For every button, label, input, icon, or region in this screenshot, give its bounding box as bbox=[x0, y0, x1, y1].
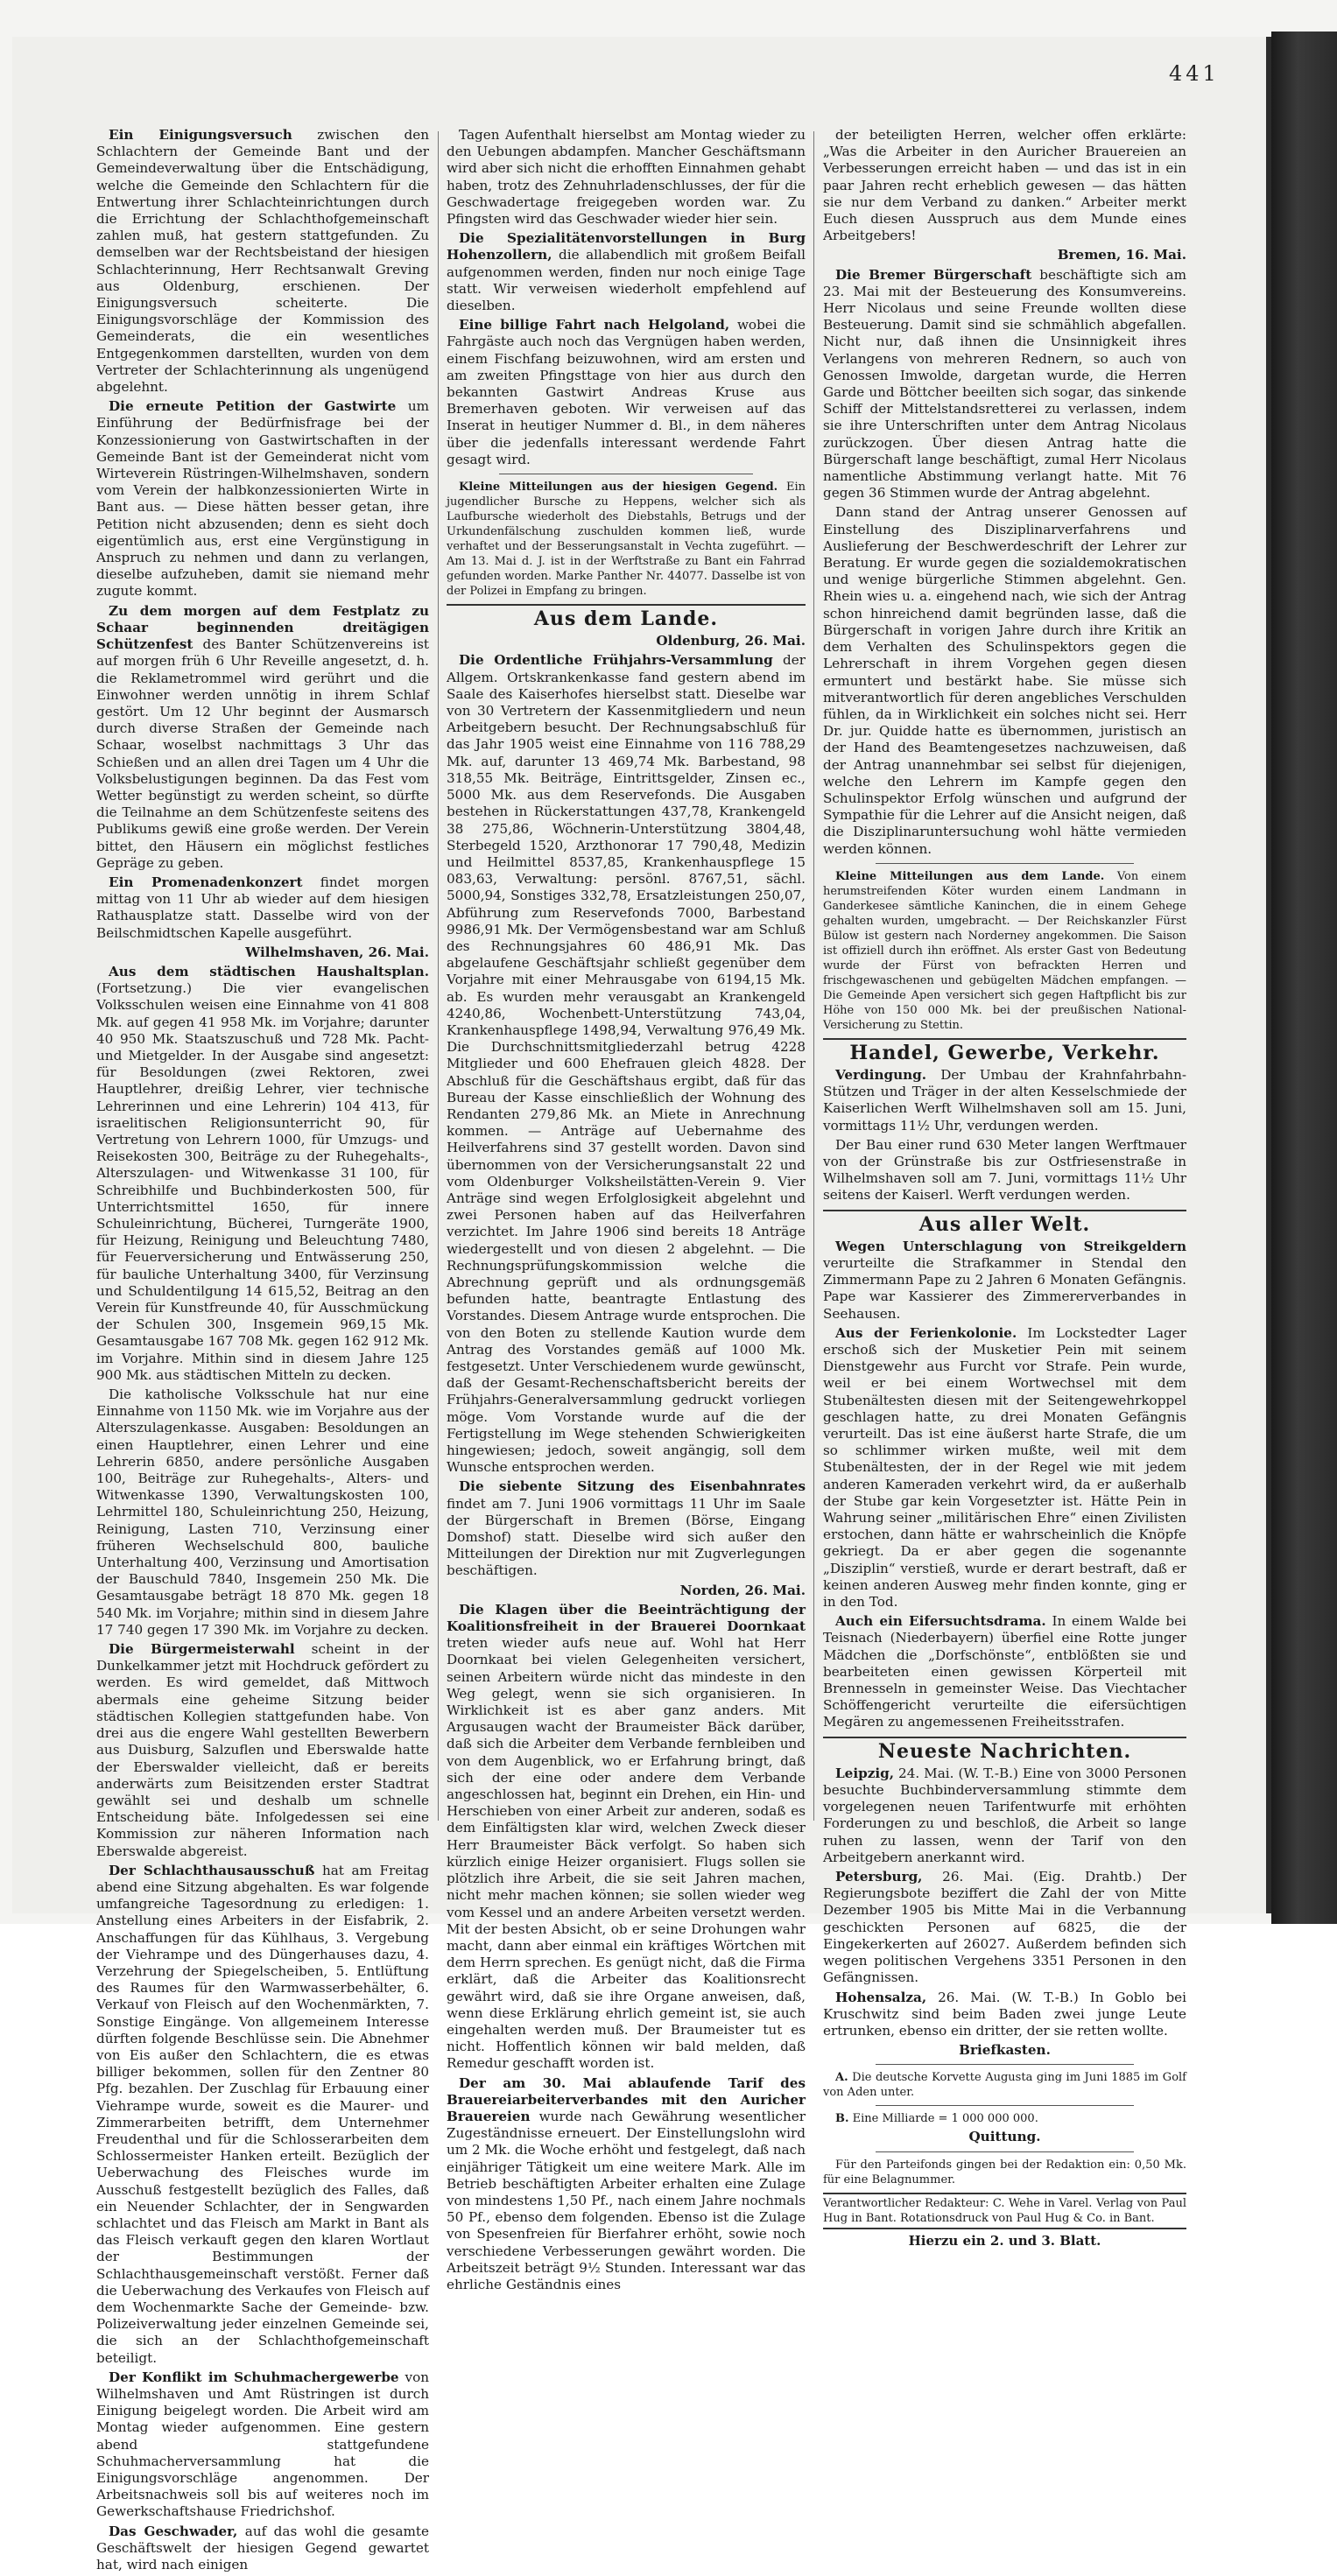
article-text: der beteiligten Herren, welcher offen erklärte: „Was die Arbeiter in den Auricher Brauereien an Verbesserungen erreicht haben — und das ist in ein paar Jahren recht erheblich gewesen — das hätten sie nur dem Verband zu danken.“ Arbeiter merkt Euch diesen Ausspruch aus dem Munde eines Arbeitgebers! bbox=[823, 127, 1186, 244]
column-middle bbox=[447, 127, 806, 2296]
article-text: Tagen Aufenthalt hierselbst am Montag wieder zu den Uebungen abdampfen. Mancher Geschäftsmann wird aber sich nicht die erhofften Einnahmen gehabt haben, trotz des Zehnuhrladenschlusses, der für die Geschwadertage freigegeben worden war. Zu Pfingsten wird das Geschwader wieder hier sein. bbox=[447, 127, 806, 228]
article-text: Der Umbau der Krahnfahrbahn-Stützen und Träger in der alten Kesselschmiede der Kaiserlichen Werft Wilhelmshaven soll am 15. Juni, vormittags 11½ Uhr, verdungen werden. bbox=[823, 1066, 1186, 1134]
article-lead: A. bbox=[835, 2071, 848, 2085]
article-paragraph bbox=[447, 1478, 806, 1579]
article-lead: Das Geschwader, bbox=[109, 2523, 238, 2539]
article-paragraph bbox=[96, 2523, 429, 2574]
article-paragraph bbox=[823, 504, 1186, 857]
article-paragraph bbox=[447, 480, 806, 599]
article-paragraph bbox=[96, 1386, 429, 1639]
article-lead: Ein Promenadenkonzert bbox=[109, 874, 303, 890]
article-lead: Eine billige Fahrt nach Helgoland, bbox=[459, 317, 730, 333]
article-text: hat am Freitag abend eine Sitzung abgehalten. Es war folgende umfangreiche Tagesordnung zu erledigen: 1. Anstellung eines Arbeiters in der Eisfabrik, 2. Anschaffungen für das Kühlhaus, 3. Vergebung der Viehrampe und des Düngerhauses dazu, 4. Verzehrung der Spiegelscheiben, 5. Entlüftung des Raumes für den Warmwasserbehälter, 6. Verkauf von Fleisch auf den Wochenmärkten, 7. Sonstige Eingänge. Von allgemeinem Interesse dürften folgende Beschlüsse sein. Die Abnehmer von Eis außer den Schlachtern, die es etwas billiger bekommen, sollen für den Zentner 80 Pfg. bezahlen. Der Zuschlag für Erbauung einer Viehrampe wurde, soweit es die Maurer- und Zimmerarbeiten betrifft, dem Unternehmer Freudenthal und für die Schlosserarbeiten dem Schlossermeister Hanken erteilt. Bezüglich der Ueberwachung des Fleisches wurde im Ausschuß festgestellt bezüglich des Falles, daß ein Neuender Schlachter, der in Sengwarden schlachtet und das Fleisch am Markt in Bant als das Fleisch verkauft gegen den klaren Wortlaut der Bestimmungen der Schlachthausgemeinschaft verstößt. Ferner daß die Ueberwachung des Verkaufes von Fleisch auf dem Wochenmarkte Sache der Gemeinde- bzw. Polizeiverwaltung jeder einzelnen Gemeinde sei, die sich an der Schlachthofgemeinschaft beteiligt. bbox=[96, 1862, 430, 2366]
article-text: findet am 7. Juni 1906 vormittags 11 Uhr im Saale der Bürgerschaft in Bremen (Börse, Eingang Domshof) statt. Dieselbe wird sich außer den Mitteilungen der Direktion nur mit Zugverlegungen beschäftigen. bbox=[447, 1495, 806, 1579]
article-text: findet morgen mittag von 11 Uhr ab wieder auf dem hiesigen Rathausplatze statt. Dasselbe wird von der Beilschmidtschen Kapelle ausgeführt. bbox=[96, 874, 429, 941]
article-text: die allabendlich mit großem Beifall aufgenommen werden, finden nur noch einige Tage statt. Wir verweisen wiederholt empfehlend auf dieselben. bbox=[447, 247, 806, 314]
article-text: Für den Parteifonds gingen bei der Redaktion ein: 0,50 Mk. für eine Belagnummer. bbox=[823, 2158, 1186, 2186]
article-paragraph bbox=[96, 398, 429, 600]
article-paragraph bbox=[823, 1613, 1186, 1730]
article-lead: Die Bremer Bürgerschaft bbox=[835, 266, 1032, 283]
article-paragraph bbox=[823, 2070, 1186, 2100]
article-text: 24. Mai. (W. T.-B.) Eine von 3000 Personen besuchte Buchbinderversammlung stimmte dem vorgelegenen neuen Tarifentwurfe mit erhöhten Forderungen zu und beschloß, die Arbeit so lange ruhen zu lassen, wenn der Tarif von den Arbeitgebern anerkannt wird. bbox=[823, 1765, 1187, 1865]
article-paragraph bbox=[96, 1641, 429, 1860]
article-text: des Banter Schützenvereins ist auf morgen früh 6 Uhr Reveille angesetzt, d. h. die Reklametrommel wird gerührt und die Einwohner werden unnötig in ihrem Schlaf gestört. Um 12 Uhr beginnt der Ausmarsch durch diverse Straßen der Gemeinde nach Schaar, woselbst nachmittags 3 Uhr das Schießen und an allen drei Tagen um 4 Uhr die Volksbelustigungen beginnen. Da das Fest vom Wetter begünstigt zu werden scheint, so dürfte die Teilnahme an dem Schützenfeste seitens des Publikums gewiß eine große werden. Der Verein bittet, den Häusern ein möglichst festliches Gepräge zu geben. bbox=[96, 636, 430, 871]
article-paragraph bbox=[447, 1602, 806, 2073]
dateline: Bremen, 16. Mai. bbox=[1057, 247, 1186, 263]
box-heading: Briefkasten. bbox=[959, 2042, 1051, 2059]
article-lead: Wegen Unterschlagung von Streikgeldern bbox=[835, 1238, 1186, 1254]
article-text: Die deutsche Korvette Augusta ging im Juni 1885 im Golf von Aden unter. bbox=[823, 2071, 1186, 2100]
article-paragraph bbox=[823, 1765, 1186, 1866]
article-lead: Der am 30. Mai ablaufende Tarif des Brauereiarbeiterverbandes mit den Auricher Brauereien bbox=[447, 2074, 806, 2124]
article-text: wobei die Fahrgäste auch noch das Vergnügen haben werden, einem Fischfang beizuwohnen, wird am ersten und am zweiten Pfingsttage von hier aus durch den bekannten Gastwirt Andreas Kruse aus Bremerhaven geboten. Wir verweisen auf das Inserat in heutiger Nummer d. Bl., in dem näheres über die jedenfalls interessant werdende Fahrt gesagt wird. bbox=[447, 317, 806, 467]
article-text: wurde nach Gewährung wesentlicher Zugeständnisse erneuert. Der Einstellungslohn wird um 2 Mk. die Woche erhöht und festgelegt, daß nach einjähriger Tätigkeit um eine weitere Mark. Alle im Betrieb beschäftigten Arbeiter erhalten eine Zulage von mindestens 1,50 Pf., nach einem Jahre nochmals 50 Pf., ebenso dem folgenden. Ebenso ist die Zulage von Spesenfreien für Bierfahrer erhöht, sowie noch verschiedene Verbesserungen gewährt worden. Die Arbeitszeit beträgt 9½ Stunden. Interessant war das ehrliche Geständnis eines bbox=[447, 2108, 806, 2292]
rule bbox=[876, 863, 1134, 864]
page-number: 441 bbox=[1169, 61, 1220, 86]
section-heading: Aus aller Welt. bbox=[918, 1212, 1091, 1236]
article-text: der Allgem. Ortskrankenkasse fand gestern abend im Saale des Kaiserhofes hierselbst statt. Dieselbe war von 30 Vertretern der Kassenmitgliedern und neun Arbeitgebern besucht. Der Rechnungsabschluß für das Jahr 1905 weist eine Einnahme von 116 788,29 Mk. auf, darunter 13 469,74 Mk. Barbestand, 98 318,55 Mk. Beiträge, Eintrittsgelder, Zinsen ec., 5000 Mk. aus dem Reservefonds. Die Ausgaben bestehen in Rückerstattungen 437,78, Krankengeld 38 275,86, Wöchnerin-Unterstützung 3804,48, Sterbegeld 1520, Arzthonorar 17 790,48, Medizin und Heilmittel 8537,85, Krankenhauspflege 15 083,63, Verwaltung: persönl. 8767,51, sächl. 5000,94, Sonstiges 332,78, Ersatzleistungen 250,07, Abführung zum Reservefonds 7000, Barbestand 9986,91 Mk. Der Vermögensbestand war am Schluß des Rechnungsjahres 60 486,91 Mk. Das abgelaufene Geschäftsjahr schließt gegenüber dem Vorjahre mit einer Mehrausgabe von 6194,15 Mk. ab. Es wurden mehr verausgabt an Krankengeld 4240,86, Wochenbett-Unterstützung 743,04, Krankenhauspflege 1498,94, Verwaltung 976,49 Mk. Die Durchschnittsmitgliederzahl betrug 4228 Mitglieder und 600 Ehefrauen gleich 4828. Der Abschluß für die Geschäftshaus ergibt, daß für das Bureau der Kasse einschließlich der Wohnung des Rendanten 279,86 Mk. an Miete in Anrechnung kommen. — Anträge auf Uebernahme des Heilverfahrens sind 37 gestellt worden. Davon sind übernommen von der Versicherungsanstalt 22 und vom Oldenburger Volksheilstätten-Verein 9. Vier Anträge sind wegen Erfolglosigkeit abgelehnt und zwei Personen haben auf das Heilverfahren verzichtet. Im Jahre 1906 sind bereits 18 Anträge wiedergestellt und von diesen 2 abgelehnt. — Die Rechnungsprüfungskommission welche die Abrechnung geprüft und als ordnungsgemäß befunden hatte, beantragte Entlastung des Vorstandes. Diesem Antrage wurde entsprochen. Die von den Boten zu stellende Kaution wurde dem Antrag des Vorstandes gemäß auf 1000 Mk. festgesetzt. Unter Verschiedenem wurde gewünscht, daß der Gesamt-Rechenschaftsbericht bereits der Frühjahrs-Generalversammlung gedruckt vorliegen möge. Vom Vorstande wurde auf die der Fertigstellung im Wege stehenden Schwierigkeiten hingewiesen; jedoch, soweit angängig, soll dem Wunsche entsprochen werden. bbox=[447, 652, 806, 1476]
article-paragraph bbox=[823, 1325, 1186, 1611]
article-paragraph bbox=[96, 1863, 429, 2367]
article-text: Eine Milliarde = 1 000 000 000. bbox=[852, 2112, 1038, 2126]
article-paragraph bbox=[823, 1137, 1186, 1204]
article-paragraph bbox=[96, 603, 429, 872]
article-lead: Aus dem städtischen Haushaltsplan. bbox=[109, 963, 429, 979]
article-lead: Auch ein Eifersuchtsdrama. bbox=[835, 1613, 1046, 1630]
article-paragraph bbox=[823, 127, 1186, 244]
article-text: Von einem herumstreifenden Köter wurden einem Landmann in Ganderkesee sämtliche Kaninchen, die in einem Gehege gehalten wurden, umgebracht. — Der Reichskanzler Fürst Bülow ist gestern nach Norderney angekommen. Die Saison ist offiziell durch ihn eröffnet. Als erster Gast von Bedeutung wurde der Fürst von befrackten Herren und frischgewaschenen und gebügelten Mädchen empfangen. — Die Gemeinde Apen versichert sich gegen Haftpflicht bis zur Höhe von 150 000 Mk. bei der preußischen National-Versicherung zu Stettin. bbox=[823, 869, 1186, 1032]
article-paragraph bbox=[447, 317, 806, 468]
column-divider bbox=[438, 131, 439, 1821]
article-lead: Die Bürgermeisterwahl bbox=[109, 1641, 295, 1658]
rule bbox=[823, 1038, 1186, 1040]
article-text: Dann stand der Antrag unserer Genossen auf Einstellung des Disziplinarverfahrens und Auslieferung der Beschwerdeschrift der Lehrer zur Beratung. Er wurde gegen die sozialdemokratischen und wenige bürgerliche Stimmen abgelehnt. Gen. Rhein wies u. a. eingehend nach, wie sich der Antrag schon hinreichend damit begründen lasse, daß die Bürgerschaft in vorigen Jahre durch ihre Kritik an dem Verhalten des Schulinspektors gegen die Lehrerschaft in ihrem Vorgehen gegen diesen ermuntert und bestärkt habe. Sie müsse sich mitverantwortlich für deren angebliches Verschulden fühlen, da in Wirklichkeit ein solches nicht sei. Herr Dr. jur. Quidde hatte es übernommen, juristisch an der Hand des Beamtengesetzes nachzuweisen, daß der Antrag unannehmbar sei selbst für diejenigen, welche den Lehrern im Kampfe gegen den Schulinspektor Erfolg wünschen und aufgrund der Sympathie für die Lehrer auf die Ansicht neigen, daß die Disziplinaruntersuchung wohl hätte vermieden werden können. bbox=[823, 504, 1186, 857]
imprint: Verantwortlicher Redakteur: C. Wehe in Varel. Verlag von Paul Hug in Bant. Rotationsdruck von Paul Hug & Co. in Bant. bbox=[823, 2193, 1186, 2229]
article-lead: Der Schlachthausausschuß bbox=[109, 1862, 315, 1878]
article-lead: Aus der Ferienkolonie. bbox=[835, 1324, 1017, 1341]
article-lead: Die Klagen über die Beeinträchtigung der Koalitionsfreiheit in der Brauerei Doornkaat bbox=[447, 1601, 806, 1635]
article-paragraph bbox=[823, 1869, 1186, 1986]
article-text: (Fortsetzung.) Die vier evangelischen Volksschulen weisen eine Einnahme von 41 808 Mk. auf gegen 41 958 Mk. im Vorjahre; darunter 40 950 Mk. Staatszuschuß und 728 Mk. Pacht- und Mietgelder. In der Ausgabe sind angesetzt: für Besoldungen (zwei Rektoren, zwei Hauptlehrer, dreißig Lehrer, vier technische Lehrerinnen und eine Lehrerin) 104 413, für israelitischen Religionsunterricht 90, für Vertretung von Lehrern 1000, für Umzugs- und Reisekosten 300, Beiträge zu der Ruhegehalts-, Alterszulagen- und Witwenkasse 31 100, für Schreibhilfe und Buchbinderkosten 500, für Unterrichtsmittel 1650, für innere Schuleinrichtung, Bücherei, Turngeräte 1900, für Heizung, Reinigung und Beleuchtung 7480, für Feuerversicherung und Entwässerung 250, für bauliche Unterhaltung 3400, für Verzinsung und Schuldentilgung 14 615,52, Beitrag an den Verein für Kunstfreunde 40, für Ausschmückung der Schulen 300, Insgemein 969,15 Mk. Gesamtausgabe 167 708 Mk. gegen 162 912 Mk. im Vorjahre. Mithin sind in diesem Jahre 125 900 Mk. aus städtischen Mitteln zu decken. bbox=[96, 980, 429, 1383]
rule bbox=[876, 2064, 1134, 2065]
article-lead: Hohensalza, bbox=[835, 1989, 927, 2005]
column-divider bbox=[813, 131, 814, 1821]
article-text: Im Lockstedter Lager erschoß sich der Musketier Pein mit seinem Dienstgewehr aus Furcht vor Strafe. Pein wurde, weil er bei einem Wortwechsel mit dem Stubenältesten diesen mit der Seitengewehrkoppel geschlagen hatte, zu drei Monaten Gefängnis verurteilt. Das ist eine äußerst harte Strafe, die um so schlimmer wirken mußte, weil mit dem Stubenältesten, der in der Regel wie mit jedem anderen Kameraden verkehrt wird, da er außerhalb der Stube gar kein Vorgesetzter ist. Hätte Pein in Wahrung seiner „militärischen Ehre“ einen Zivilisten erstochen, dann hätte er wahrscheinlich die Knöpfe gekriegt. Da er aber gegen die sogenannte „Disziplin“ verstieß, wurde er derart bestraft, daß er keinen anderen Ausweg mehr finden konnte, ging er in den Tod. bbox=[823, 1324, 1187, 1611]
article-paragraph bbox=[823, 2158, 1186, 2187]
article-lead: Der Konflikt im Schuhmachergewerbe bbox=[109, 2369, 399, 2385]
article-lead: Die siebente Sitzung des Eisenbahnrates bbox=[459, 1478, 806, 1495]
article-text: Der Bau einer rund 630 Meter langen Werftmauer von der Grünstraße bis zur Ostfriesenstraße in Wilhelmshaven soll am 7. Juni, vormittags 11½ Uhr seitens der Kaiserl. Werft verdungen werden. bbox=[823, 1136, 1186, 1204]
column-right bbox=[823, 127, 1186, 2252]
rule bbox=[823, 1737, 1186, 1738]
article-lead: Kleine Mitteilungen aus der hiesigen Gegend. bbox=[459, 481, 778, 495]
article-paragraph bbox=[823, 267, 1186, 502]
article-lead: B. bbox=[835, 2112, 849, 2126]
dateline: Norden, 26. Mai. bbox=[679, 1582, 806, 1598]
article-paragraph bbox=[96, 964, 429, 1384]
section-heading: Aus dem Lande. bbox=[533, 607, 719, 631]
article-paragraph bbox=[823, 1067, 1186, 1134]
article-text: verurteilte die Strafkammer in Stendal den Zimmermann Pape zu 2 Jahren 6 Monaten Gefängnis. Pape war Kassierer des Zimmererverbandes in Seehausen. bbox=[823, 1254, 1186, 1322]
article-paragraph bbox=[96, 2369, 429, 2521]
supplement-note: Hierzu ein 2. und 3. Blatt. bbox=[908, 2232, 1101, 2249]
article-lead: Die erneute Petition der Gastwirte bbox=[109, 398, 397, 415]
article-lead: Petersburg, bbox=[835, 1869, 923, 1885]
article-paragraph bbox=[96, 127, 429, 396]
article-lead: Kleine Mitteilungen aus dem Lande. bbox=[835, 869, 1105, 883]
article-paragraph bbox=[823, 869, 1186, 1033]
rule bbox=[876, 2151, 1134, 2152]
section-heading: Handel, Gewerbe, Verkehr. bbox=[849, 1041, 1160, 1064]
article-lead: Die Spezialitätenvorstellungen in Burg Hohenzollern, bbox=[447, 230, 806, 263]
article-text: In einem Walde bei Teisnach (Niederbayern) überfiel eine Rotte junger Mädchen die „Dorfschönste“, entblößten sie und bearbeiteten einen gewissen Körperteil mit Brennesseln in gemeinster Weise. Das Viechtacher Schöffengericht verurteilte die eifersüchtigen Megären zu angemessenen Freiheitsstrafen. bbox=[823, 1613, 1187, 1730]
article-text: treten wieder aufs neue auf. Wohl hat Herr Doornkaat bei vielen Gelegenheiten versichert, seinen Arbeitern würde nicht das mindeste in den Weg gelegt, wenn sie sich organisieren. In Wirklichkeit ist es aber ganz anders. Mit Argusaugen wacht der Braumeister Bäck darüber, daß sich die Arbeiter dem Verbande fernbleiben und von dem Augenblick, wo er Erfahrung bringt, daß sich der eine oder andere dem Verbande angeschlossen hat, beginnt ein Drehen, ein Hin- und Herschieben von einer Arbeit zur anderen, sodaß es dem Einfältigsten klar wird, welchen Zweck dieser Herr Braumeister Bäck verfolgt. So haben sich kürzlich einige Heizer organisiert. Flugs sollen sie plötzlich ihre Arbeit, die sie seit Jahren machen, nicht mehr machen können; sie sollen wieder weg vom Kessel und an andere Arbeiten versetzt werden. Mit der besten Absicht, ob er seine Drohungen wahr macht, dann aber einmal ein kräftiges Wörtchen mit dem Herrn sprechen. Es genügt nicht, daß die Firma erklärt, daß die Arbeiter das Koalitionsrecht gewährt wird, daß sie ihre Organe anweisen, daß, wenn diese Erklärung ehrlich gemeint ist, sie auch eingehalten werden muß. Der Braumeister tut es nicht. Hoffentlich können wir bald melden, daß Remedur geschafft worden ist. bbox=[447, 1635, 806, 2072]
article-paragraph bbox=[96, 874, 429, 942]
section-heading: Neueste Nachrichten. bbox=[877, 1739, 1132, 1763]
article-paragraph bbox=[447, 652, 806, 1476]
article-text: von Wilhelmshaven und Amt Rüstringen ist durch Einigung beigelegt worden. Die Arbeit wird am Montag wieder aufgenommen. Eine gestern abend stattgefundene Schuhmacherversammlung hat die Einigungsvorschläge angenommen. Der Arbeitsnachweis soll bis auf weiteres noch im Gewerkschaftshause Friedrichshof. bbox=[96, 2369, 430, 2520]
box-heading: Quittung. bbox=[968, 2129, 1041, 2145]
article-text: auf das wohl die gesamte Geschäftswelt der hiesigen Gegend gewartet hat, wird nach einigen bbox=[96, 2523, 429, 2573]
article-lead: Die Ordentliche Frühjahrs-Versammlung bbox=[459, 652, 773, 669]
article-lead: Leipzig, bbox=[835, 1765, 895, 1781]
article-paragraph bbox=[447, 230, 806, 314]
article-paragraph bbox=[447, 127, 806, 228]
book-binding-edge bbox=[1271, 32, 1337, 1924]
article-text: um Einführung der Bedürfnisfrage bei der Konzessionierung von Gastwirtschaften in der Gemeinde Bant ist der Gemeinderat nicht vom Wirteverein Rüstringen-Wilhelmshaven, sondern vom Verein der halbkonzessionierten Wirte in Bant aus. — Diese hätten besser getan, ihre Petition nicht abzusenden; denn es sieht doch eigentümlich aus, erst eine Vergünstigung in Anspruch zu nehmen und dann zu verlangen, dieselbe aufzuheben, damit sie niemand mehr zugute kommt. bbox=[96, 398, 430, 600]
article-paragraph bbox=[823, 2111, 1186, 2126]
article-lead: Verdingung. bbox=[835, 1066, 927, 1083]
article-text: zwischen den Schlachtern der Gemeinde Bant und der Gemeindeverwaltung über die Entschädigung, welche die Gemeinde den Schlachtern für die Entwertung ihrer Schlachteinrichtungen durch die Errichtung der Schlachthofgemeinschaft zahlen muß, hat gestern stattgefunden. Zu demselben war der Rechtsbeistand der hiesigen Schlachterinnung, Herr Rechtsanwalt Greving aus Oldenburg, erschienen. Der Einigungsversuch scheiterte. Die Einigungsvorschläge der Kommission des Gemeinderats, die ein wesentliches Entgegenkommen darstellten, wurden von dem Vertreter der Schlachterinnung als ungenügend abgelehnt. bbox=[96, 127, 429, 396]
article-text: Ein jugendlicher Bursche zu Heppens, welcher sich als Laufbursche wiederholt des Diebstahls, Betrugs und der Urkundenfälschung zuschulden kommen ließ, wurde verhaftet und der Besserungsanstalt in Vechta zugeführt. — Am 13. Mai d. J. ist in der Werftstraße zu Bant ein Fahrrad gefunden worden. Marke Panther Nr. 44077. Dasselbe ist von der Polizei in Empfang zu bringen. bbox=[447, 481, 806, 599]
article-lead: Ein Einigungsversuch bbox=[109, 127, 292, 143]
dateline: Oldenburg, 26. Mai. bbox=[656, 633, 806, 649]
rule bbox=[447, 604, 806, 606]
dateline: Wilhelmshaven, 26. Mai. bbox=[245, 944, 429, 960]
article-paragraph bbox=[823, 1990, 1186, 2040]
article-paragraph bbox=[823, 1239, 1186, 1323]
rule bbox=[876, 2105, 1134, 2106]
rule bbox=[823, 1210, 1186, 1211]
article-text: beschäftigte sich am 23. Mai mit der Besteuerung des Konsumvereins. Herr Nicolaus und seine Freunde wollten diese Besteuerung. Damit sind sie schmählich abgefallen. Nicht nur, daß ihnen die Unsinnigkeit ihres Verlangens von mehreren Rednern, so auch von Genossen Imwolde, dargetan wurde, die Herren Garde und Böttcher beeilten sich sogar, das sinkende Schiff der Mittelstandsretterei zu verlassen, indem sie ihre Unterschriften unter dem Antrag Nicolaus zurückzogen. Über diesen Antrag hatte die Bürgerschaft lange beschäftigt, zumal Herr Nicolaus namentliche Abstimmung verlangt hatte. Mit 76 gegen 36 Stimmen wurde der Antrag abgelehnt. bbox=[823, 266, 1186, 502]
article-text: 26. Mai. (W. T.-B.) In Goblo bei Kruschwitz sind beim Baden zwei junge Leute ertrunken, ebenso ein dritter, der sie retten wollte. bbox=[823, 1989, 1187, 2039]
article-lead: Zu dem morgen auf dem Festplatz zu Schaar beginnenden dreitägigen Schützenfest bbox=[96, 602, 429, 653]
article-text: 26. Mai. (Eig. Drahtb.) Der Regierungsbote beziffert die Zahl der von Mitte Dezember 1905 bis Mitte Mai in die Verbannung geschickten Personen auf 6825, die der Eingekerkerten auf 26027. Außerdem befinden sich wegen politischen Vergehens 3351 Personen in den Gefängnissen. bbox=[823, 1869, 1187, 1986]
article-paragraph bbox=[447, 2075, 806, 2294]
article-text: scheint in der Dunkelkammer jetzt mit Hochdruck gefördert zu werden. Es wird gemeldet, daß Mittwoch abermals eine geheime Sitzung beider städtischen Kollegien stattgefunden habe. Von drei aus die engere Wahl gestellten Bewerbern aus Duisburg, Salzuflen und Eberswalde hatte der Eberswalder vielleicht, daß er bereits anderwärts zum Beisitzenden erster Stadtrat gewählt sei und deshalb um schnelle Entscheidung bäte. Infolgedessen sei eine Kommission zur näheren Information nach Eberswalde abgereist. bbox=[96, 1641, 430, 1859]
article-text: Die katholische Volksschule hat nur eine Einnahme von 1150 Mk. wie im Vorjahre aus der Alterszulagenkasse. Ausgaben: Besoldungen an einen Hauptlehrer, einen Lehrer und eine Lehrerin 6850, andere persönliche Ausgaben 100, Beiträge zur Ruhegehalts-, Alters- und Witwenkasse 1390, Verwaltungskosten 100, Lehrmittel 180, Schuleinrichtung 250, Heizung, Reinigung, Lasten 710, Verzinsung einer früheren Wechselschuld 800, bauliche Unterhaltung 400, Verzinsung und Amortisation der Bauschuld 7840, Insgemein 250 Mk. Die Gesamtausgabe beträgt 18 870 Mk. gegen 18 540 Mk. im Vorjahre; mithin sind in diesem Jahre 17 740 gegen 17 390 Mk. im Vorjahre zu decken. bbox=[96, 1386, 429, 1638]
column-left bbox=[96, 127, 429, 2576]
